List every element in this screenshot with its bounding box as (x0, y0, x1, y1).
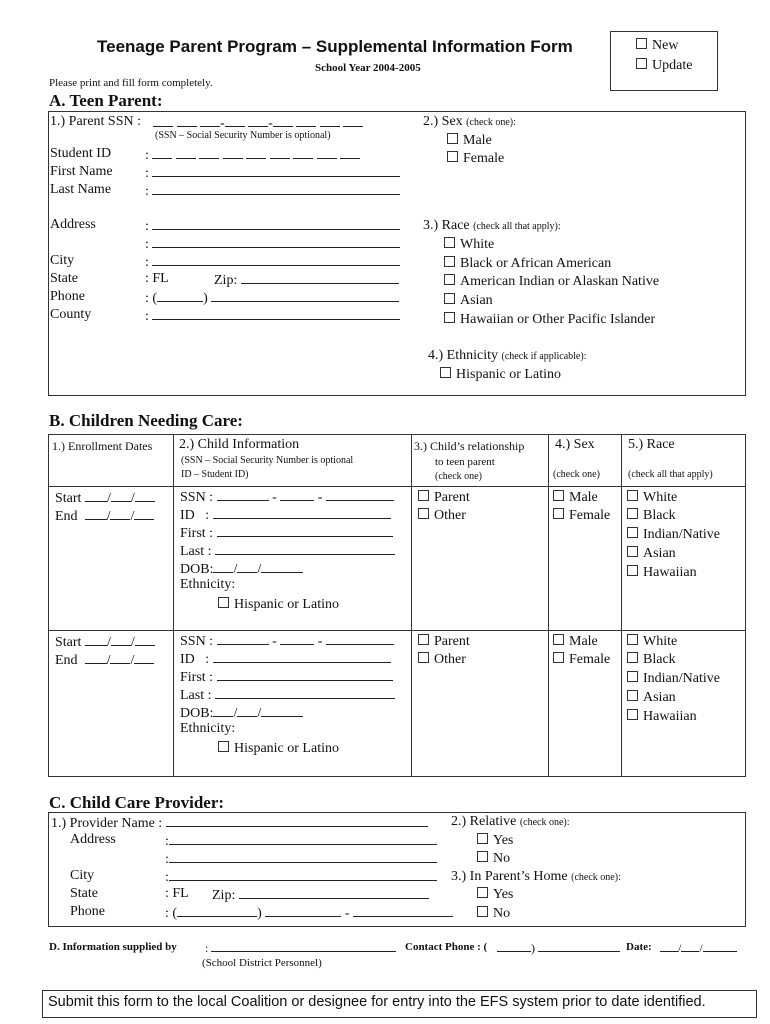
phone-field[interactable]: : ( ) (145, 289, 399, 307)
child-race-asian[interactable]: Asian (627, 690, 676, 706)
city-label: City (50, 253, 75, 268)
state-value: : FL (145, 271, 169, 286)
child-sex-female[interactable]: Female (553, 652, 610, 668)
provider-zip-field[interactable]: Zip: (212, 886, 429, 904)
child-race-black[interactable]: Black (627, 652, 676, 668)
child-race-hawaiian[interactable]: Hawaiian (627, 709, 697, 725)
checkbox-icon[interactable] (627, 709, 638, 720)
provider-state-label: State (70, 886, 98, 901)
child-sex-male[interactable]: Male (553, 634, 598, 650)
ssn-note: (SSN – Social Security Number is optional) (155, 130, 331, 141)
checkbox-icon[interactable] (553, 490, 564, 501)
relative-yes[interactable]: Yes (477, 833, 513, 849)
county-field[interactable]: : (145, 307, 400, 325)
child-first[interactable]: First : (180, 668, 393, 686)
relative-no[interactable]: No (477, 851, 510, 867)
child-ssn[interactable]: SSN : - - (180, 632, 394, 650)
child-last[interactable]: Last : (180, 686, 395, 704)
checkbox-icon[interactable] (418, 652, 429, 663)
provider-address-1[interactable]: : (165, 832, 437, 850)
col-child-note-1: (SSN – Social Security Number is optional (181, 455, 354, 466)
start-date[interactable]: Start / / (55, 489, 155, 507)
footer-notice: Submit this form to the local Coalition or designee for entry into the EFS system prior to date identified. (48, 994, 706, 1010)
provider-address-label: Address (70, 832, 116, 847)
form-title: Teenage Parent Program – Supplemental Information Form (97, 37, 573, 56)
home-yes[interactable]: Yes (477, 887, 513, 903)
child-race-native[interactable]: Indian/Native (627, 671, 720, 687)
child-sex-male[interactable]: Male (553, 490, 598, 506)
col-enrollment: 1.) Enrollment Dates (52, 439, 153, 453)
date-label: Date: (626, 941, 652, 953)
status-new[interactable]: New (636, 38, 678, 54)
checkbox-icon[interactable] (627, 690, 638, 701)
provider-name-field[interactable]: 1.) Provider Name : (51, 814, 428, 832)
col-sex-hint: (check one) (553, 469, 600, 480)
child-hispanic[interactable]: Hispanic or Latino (218, 597, 339, 613)
checkbox-icon[interactable] (418, 508, 429, 519)
sex-male[interactable]: Male (447, 133, 492, 149)
county-label: County (50, 307, 92, 322)
parent-ssn-label: 1.) Parent SSN : (50, 114, 141, 129)
status-update[interactable]: Update (636, 58, 692, 74)
col-relationship-2: to teen parent (435, 456, 495, 468)
provider-city-label: City (70, 868, 95, 883)
child-id[interactable]: ID : (180, 506, 391, 524)
child-first[interactable]: First : (180, 524, 393, 542)
race-asian[interactable]: Asian (444, 293, 493, 309)
date-field[interactable]: / / (660, 939, 737, 956)
checkbox-icon[interactable] (553, 652, 564, 663)
checkbox-icon[interactable] (627, 652, 638, 663)
checkbox-icon[interactable] (447, 151, 458, 162)
rel-parent[interactable]: Parent (418, 634, 470, 650)
child-dob[interactable]: DOB: / / (180, 704, 303, 722)
rel-other[interactable]: Other (418, 508, 466, 524)
checkbox-icon[interactable] (418, 634, 429, 645)
sex-female[interactable]: Female (447, 151, 504, 167)
child-race-black[interactable]: Black (627, 508, 676, 524)
rel-other[interactable]: Other (418, 652, 466, 668)
checkbox-icon[interactable] (553, 508, 564, 519)
provider-state-value: : FL (165, 886, 189, 901)
child-last[interactable]: Last : (180, 542, 395, 560)
address-field-1[interactable]: : (145, 217, 400, 235)
checkbox-icon[interactable] (477, 851, 488, 862)
first-name-field[interactable]: : (145, 164, 400, 182)
provider-phone-field[interactable]: : ( ) - (165, 904, 453, 922)
zip-field[interactable]: Zip: (214, 271, 399, 289)
city-field[interactable]: : (145, 253, 400, 271)
end-date[interactable]: End / / (55, 507, 154, 525)
checkbox-icon[interactable] (627, 508, 638, 519)
start-date[interactable]: Start / / (55, 633, 155, 651)
col-relationship: 3.) Child’s relationship (414, 439, 525, 453)
checkbox-icon[interactable] (218, 597, 229, 608)
child-race-native[interactable]: Indian/Native (627, 527, 720, 543)
race-native[interactable]: American Indian or Alaskan Native (444, 274, 659, 290)
address-label: Address (50, 217, 96, 232)
student-id-field[interactable]: : (145, 146, 360, 164)
contact-phone-label: Contact Phone : ( (405, 941, 488, 953)
provider-city-field[interactable]: : (165, 868, 437, 886)
checkbox-icon[interactable] (627, 671, 638, 682)
checkbox-icon[interactable] (627, 490, 638, 501)
child-dob[interactable]: DOB: / / (180, 560, 303, 578)
checkbox-icon[interactable] (444, 312, 455, 323)
checkbox-icon[interactable] (477, 833, 488, 844)
child-race-white[interactable]: White (627, 490, 677, 506)
ethnicity-hispanic[interactable]: Hispanic or Latino (440, 367, 561, 383)
checkbox-icon[interactable] (627, 546, 638, 557)
checkbox-icon[interactable] (218, 741, 229, 752)
rel-parent[interactable]: Parent (418, 490, 470, 506)
first-name-label: First Name (50, 164, 113, 179)
col-relationship-3: (check one) (435, 471, 482, 482)
child-ssn[interactable]: SSN : - - (180, 488, 394, 506)
end-date[interactable]: End / / (55, 651, 154, 669)
home-label: 3.) In Parent’s Home (check one): (451, 869, 621, 884)
supplied-by-field[interactable]: : (205, 939, 396, 956)
child-hispanic[interactable]: Hispanic or Latino (218, 741, 339, 757)
checkbox-icon[interactable] (444, 256, 455, 267)
child-race-asian[interactable]: Asian (627, 546, 676, 562)
race-label: 3.) Race (check all that apply): (423, 218, 561, 233)
last-name-field[interactable]: : (145, 182, 400, 200)
contact-phone-field[interactable]: ) (497, 939, 620, 956)
parent-ssn-field[interactable]: - - (153, 114, 363, 132)
relative-label: 2.) Relative (check one): (451, 814, 570, 829)
instruction-text: Please print and fill form completely. (49, 77, 213, 89)
child-race-white[interactable]: White (627, 634, 677, 650)
ethnicity-label: 4.) Ethnicity (check if applicable): (428, 348, 587, 363)
checkbox-icon[interactable] (636, 38, 647, 49)
section-c-heading: C. Child Care Provider: (49, 793, 225, 812)
child-sex-female[interactable]: Female (553, 508, 610, 524)
address-field-2[interactable]: : (145, 235, 400, 253)
supplied-by-label: D. Information supplied by (49, 941, 177, 953)
col-child-info: 2.) Child Information (179, 437, 300, 452)
supplied-by-sub: (School District Personnel) (202, 957, 322, 969)
provider-address-2[interactable]: : (165, 850, 437, 868)
state-label: State (50, 271, 78, 286)
checkbox-icon[interactable] (477, 887, 488, 898)
race-black[interactable]: Black or African American (444, 256, 611, 272)
last-name-label: Last Name (50, 182, 112, 197)
student-id-label: Student ID (50, 146, 112, 161)
checkbox-icon[interactable] (444, 274, 455, 285)
child-id[interactable]: ID : (180, 650, 391, 668)
provider-phone-label: Phone (70, 904, 105, 919)
child-ethnicity-label: Ethnicity: (180, 721, 236, 736)
checkbox-icon[interactable] (447, 133, 458, 144)
child-race-hawaiian[interactable]: Hawaiian (627, 565, 697, 581)
col-race: 5.) Race (628, 437, 675, 452)
section-a-heading: A. Teen Parent: (49, 91, 163, 110)
checkbox-icon[interactable] (627, 634, 638, 645)
checkbox-icon[interactable] (627, 527, 638, 538)
checkbox-icon[interactable] (636, 58, 647, 69)
checkbox-icon[interactable] (440, 367, 451, 378)
checkbox-icon[interactable] (553, 634, 564, 645)
child-ethnicity-label: Ethnicity: (180, 577, 236, 592)
school-year: School Year 2004-2005 (315, 62, 421, 74)
race-white[interactable]: White (444, 237, 494, 253)
checkbox-icon[interactable] (444, 237, 455, 248)
checkbox-icon[interactable] (444, 293, 455, 304)
checkbox-icon[interactable] (418, 490, 429, 501)
col-race-hint: (check all that apply) (628, 469, 713, 480)
col-child-note-2: ID – Student ID) (181, 469, 249, 480)
phone-label: Phone (50, 289, 85, 304)
race-hawaiian[interactable]: Hawaiian or Other Pacific Islander (444, 312, 655, 328)
col-sex: 4.) Sex (555, 437, 595, 452)
section-b-heading: B. Children Needing Care: (49, 411, 243, 430)
checkbox-icon[interactable] (477, 906, 488, 917)
checkbox-icon[interactable] (627, 565, 638, 576)
sex-label: 2.) Sex (check one): (423, 114, 516, 129)
home-no[interactable]: No (477, 906, 510, 922)
